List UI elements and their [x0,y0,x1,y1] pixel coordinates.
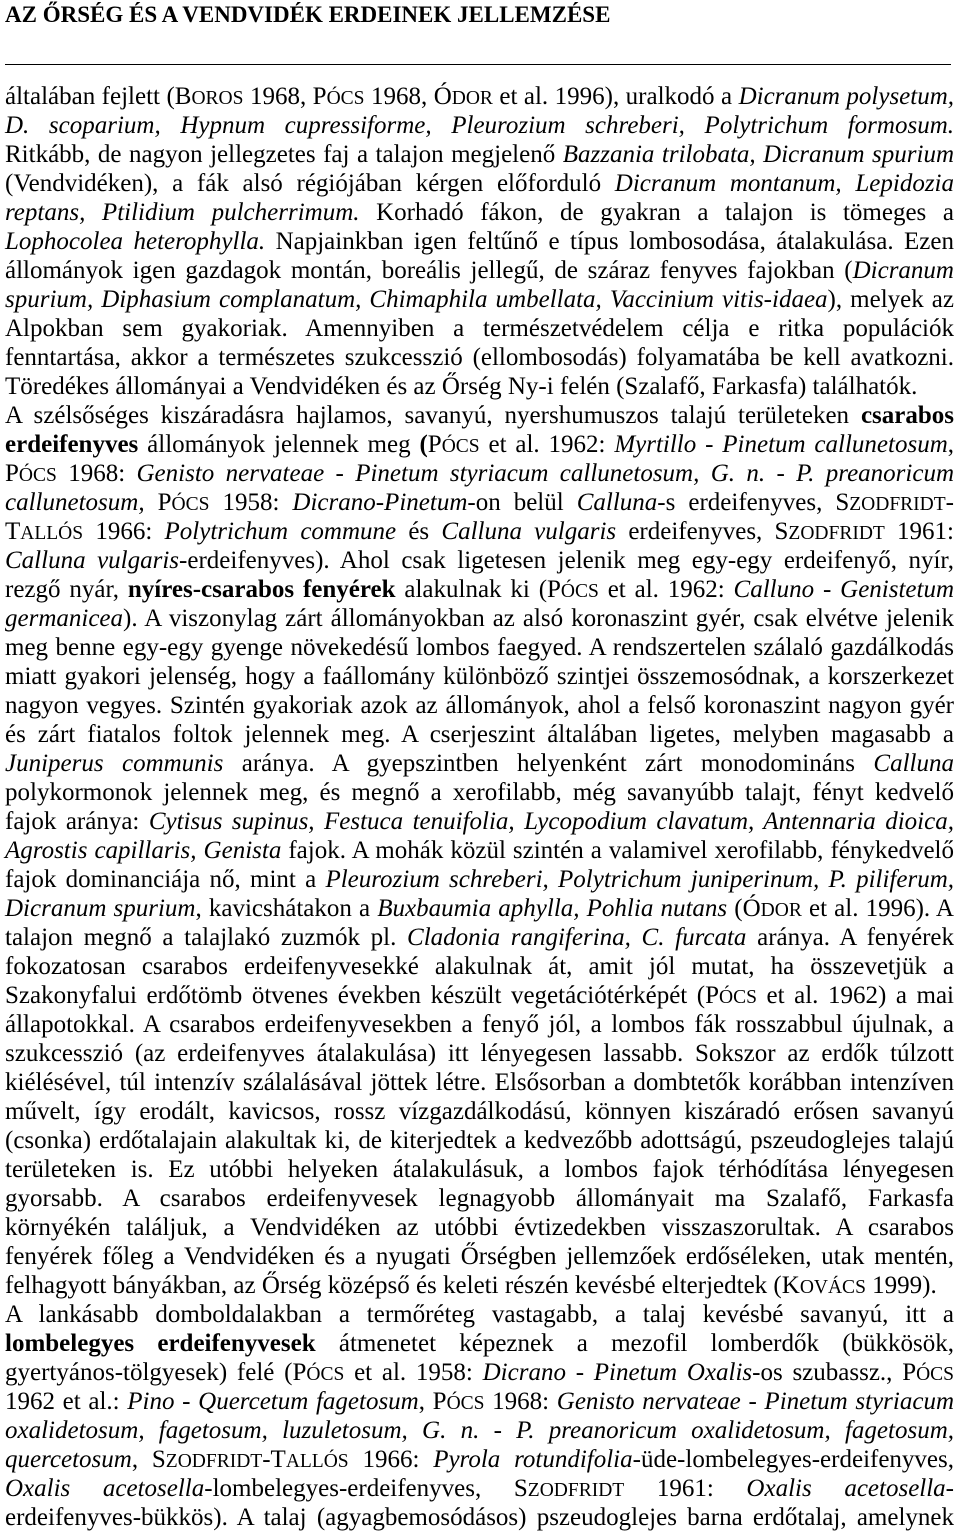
italic-text: Agrostis capillaris, Genista [5,837,282,864]
author-name: PÓCS [292,1359,345,1386]
line-content [5,547,954,574]
text-line [5,1097,954,1126]
text-run: 1966: [83,518,165,545]
text-line [5,633,954,662]
bold-text: lombelegyes erdeifenyvesek [5,1330,316,1357]
text-run: ). A viszonylag zárt állományokban az alsó koronaszint gyér, csak elvétve jelenik [123,605,954,632]
text-line [5,923,954,952]
text-line [5,198,954,227]
author-name: ÓDOR [433,83,493,110]
text-run: 1958: [209,489,293,516]
text-run: (Vendvidéken), a fák alsó régiójában kérgen előforduló [5,170,615,197]
italic-text: Myrtillo - Pinetum callunetosum [614,431,948,458]
bold-text: ( [419,431,428,458]
text-run: felhagyott bányákban, az Őrség középső és keleti részén kevésbé elterjedtek ( [5,1272,782,1299]
line-content [5,1388,954,1415]
text-run: -os szubassz., [752,1359,903,1386]
text-run: -erdeifenyves). Ahol csak ligetesen jelenik meg egy-egy erdeifenyő, nyír, [179,547,954,574]
line-content [5,1156,954,1183]
italic-text: Dicrano - Pinetum Oxalis [482,1359,753,1386]
line-content [5,982,954,1009]
small-caps-letters: ÓCS [326,88,365,109]
text-run: 1999). [865,1272,937,1299]
line-content [5,750,954,777]
text-run: , kavicshátakon a [195,895,378,922]
text-line [5,807,954,836]
small-caps-letters: ZODFRIDT [849,494,946,515]
text-run: miatt gyakori jelenség, hogy a faállomány különböző szintjei összemosódnak, a korszerkezet [5,663,954,690]
text-line [5,691,954,720]
paragraph [5,82,954,401]
author-name: SZODFRIDT- [835,489,954,516]
text-run: 1968: [56,460,137,487]
line-content [5,286,954,313]
line-content [5,518,954,545]
line-content [5,1040,954,1067]
text-run: fenntartása, akkor a természetes szukcesszió (ellombosodás) folyamatába be kell avatkozni. [5,344,954,371]
text-line [5,836,954,865]
text-line [5,285,954,314]
text-run: fokozatosan csarabos erdeifenyvesekké alakulnak át, amit jól mutat, ha összevetjük a [5,953,954,980]
line-content [5,779,954,806]
bold-text: csarabos [860,402,954,429]
text-line [5,952,954,981]
italic-text: callunetosum, [5,489,145,516]
italic-text: Calluna vulgaris [441,518,617,545]
italic-text: Juniperus communis [5,750,224,777]
text-run: -on belül [467,489,577,516]
text-run: állományok igen gazdagok montán, boreális jellegű, de száraz fenyves fajokban ( [5,257,853,284]
text-run: átmenetet képeznek a mezofil lomberdők (bükkösök, [315,1330,954,1357]
text-run: alakulnak ki ( [395,576,548,603]
text-line [5,459,954,488]
italic-text: Genisto nervateae - Pinetum styriacum [556,1388,954,1415]
line-content [5,1475,954,1502]
line-content [5,924,954,951]
italic-text: Cytisus supinus, Festuca tenuifolia, Lycopodium clavatum, Antennaria dioica, [148,808,954,835]
text-run: fajok dominanciája nő, mint a [5,866,326,893]
text-line [5,1068,954,1097]
text-line [5,749,954,778]
text-line [5,111,954,140]
line-content [5,402,954,429]
line-content [5,1359,954,1386]
line-content [5,1214,954,1241]
small-caps-letters: ZODFRIDT [165,1451,263,1472]
text-run: talajon megnő a talajlakó zuzmók pl. [5,924,408,951]
italic-text: Pino - Quercetum fagetosum [127,1388,419,1415]
text-run: Szakonyfalui erdőtömb ötvenes években készült vegetációtérképét ( [5,982,706,1009]
italic-text: Oxalis acetosella- [746,1475,955,1502]
small-caps-letters: ALLÓS [20,523,84,544]
line-content [5,141,954,168]
italic-text: Calluna vulgaris [5,547,180,574]
text-line [5,227,954,256]
text-run: A szélsőséges kiszáradásra hajlamos, savanyú, nyershumuszos talajú területeken [5,402,861,429]
author-name: BOROS [174,83,244,110]
italic-text: Buxbaumia aphylla, Pohlia nutans [377,895,728,922]
text-line [5,1242,954,1271]
text-line [5,1155,954,1184]
text-line [5,575,954,604]
text-run: 1968, [364,83,434,110]
italic-text: Cladonia rangiferina, C. furcata [407,924,747,951]
text-run: et al. 1996). A [801,895,954,922]
italic-text: oxalidetosum, fagetosum, luzuletosum, G. n. - P. preanoricum oxalidetosum, fagetosum, [5,1417,954,1444]
line-content [5,199,954,226]
line-content [5,315,954,342]
text-run: erdeifenyves-bükkös). A talaj (agyagbemosódásos) pszeudoglejes barna erdőtalaj, amelynek [5,1504,954,1531]
italic-text: Genisto nervateae - Pinetum styriacum callunetosum, G. n. - P. preanoricum [136,460,955,487]
small-caps-letters: ZODFRIDT [527,1480,625,1501]
text-line [5,343,954,372]
line-content [5,112,954,139]
text-run: környékén találjuk, a Vendvidéken az utóbbi évtizedekben visszaszorultak. A csarabos [5,1214,954,1241]
line-content [5,1011,954,1038]
line-content [5,808,954,835]
author-name: TALLÓS [5,518,84,545]
paragraph [5,1300,954,1532]
text-line [5,604,954,633]
text-run: általában fejlett ( [5,83,175,110]
text-line [5,720,954,749]
text-run: polykormonok jelennek meg, és megnő a xerofilabb, még savanyúbb talajt, fényt kedvelő [5,779,954,806]
text-line [5,314,954,343]
text-line [5,894,954,923]
line-content [5,953,954,980]
text-run: fajok. A mohák közül szintén a valamivel xerofilabb, fénykedvelő [281,837,955,864]
text-line [5,981,954,1010]
small-caps-letters: ZODFRIDT [788,523,885,544]
italic-text: Pleurozium schreberi, Polytrichum juniperinum, P. piliferum, [325,866,954,893]
text-run: és zárt fiatalos foltok jelennek meg. A cserjeszint általában ligetes, melyben magasabb a [5,721,954,748]
text-run: ( [727,895,743,922]
text-line [5,1387,954,1416]
text-line [5,488,954,517]
text-line [5,372,954,401]
line-content [5,1185,954,1212]
text-line [5,1300,954,1329]
small-caps-letters: ÓCS [446,1393,485,1414]
text-run: -s erdeifenyves, [657,489,836,516]
text-run: -üde-lombelegyes-erdeifenyves, [632,1446,955,1473]
text-run: rezgő nyár, [5,576,128,603]
line-content [5,460,954,487]
text-run: művelt, így erodált, kavicsos, rossz vízgazdálkodású, könnyen kiszáradó erősen savanyú [5,1098,954,1125]
small-caps-letters: DOR [760,900,802,921]
small-caps-letters: ÓCS [560,581,599,602]
line-content [5,1127,954,1154]
text-line [5,1474,954,1503]
text-run: meg benne egy-egy gyenge növekedésű lombos faegyed. A rendszertelen szálaló gazdálkodás [5,634,954,661]
small-caps-letters: DOR [451,88,493,109]
italic-text: Bazzania trilobata, Dicranum spurium [562,141,954,168]
text-run: területeken is. Ez utóbbi helyeken átalakulásuk, a lombos fajok térhódítása lényegesen [5,1156,954,1183]
line-content [5,344,954,371]
text-line [5,865,954,894]
italic-text: spurium, Diphasium complanatum, Chimaphila umbellata, Vaccinium vitis-idaea [5,286,828,313]
text-run: A lankásabb domboldalakban a termőréteg vastagabb, a talaj kevésbé savanyú, itt a [5,1301,954,1328]
italic-text: Calluno - Genistetum [733,576,955,603]
text-run: et al. 1962: [479,431,615,458]
text-line [5,546,954,575]
author-name: PÓCS [547,576,599,603]
text-line [5,82,954,111]
bold-text: nyíres-csarabos fenyérek [127,576,396,603]
text-line [5,256,954,285]
text-run: , [131,1446,152,1473]
text-line [5,1358,954,1387]
author-name: PÓCS [705,982,757,1009]
text-run: ), melyek az [827,286,954,313]
author-name: SZODFRIDT-TALLÓS [151,1446,349,1473]
text-line [5,1010,954,1039]
author-name: KOVÁCS [781,1272,866,1299]
text-run: nagyon vegyes. Szintén gyakoriak azok az állományok, ahol a felső koronaszint nagyon gyér [5,692,954,719]
line-content [5,1446,954,1473]
line-content [5,837,954,864]
line-content [5,692,954,719]
text-run: fenyérek főleg a Vendvidéken és a nyugati Őrségben jellemzőek erdőséleken, utak mentén, [5,1243,954,1270]
line-content [5,1243,954,1270]
line-content [5,489,954,516]
text-run: erdeifenyves, [616,518,775,545]
text-run: et al. 1996), uralkodó a [492,83,739,110]
line-content [5,895,954,922]
text-run: , [418,1388,433,1415]
italic-text: reptans, Ptilidium pulcherrimum. [5,199,360,226]
text-run: Alpokban sem gyakoriak. Amennyiben a természetvédelem célja e ritka populációk [5,315,954,342]
text-line [5,1039,954,1068]
author-name: PÓCS [157,489,210,516]
author-name: SZODFRIDT [513,1475,625,1502]
line-content [5,431,954,458]
text-run: állapotokkal. A csarabos erdeifenyvesekben a fenyő jól, a lombos fák rosszabbul újulnak, a [5,1011,954,1038]
text-run: Napjainkban igen feltűnő e típus lombosodása, átalakulása. Ezen [265,228,954,255]
small-caps-letters: ÓCS [171,494,210,515]
italic-text: Calluna [576,489,658,516]
line-content [5,634,954,661]
italic-text: Dicranum polysetum, [738,83,955,110]
text-run: fajok aránya: [5,808,149,835]
line-content [5,373,917,400]
text-run: és [396,518,442,545]
italic-text: germanicea [5,605,124,632]
text-line [5,401,954,430]
text-run: aránya. A fenyérek [746,924,955,951]
italic-text: Pyrola rotundifolia [433,1446,633,1473]
line-content [5,257,954,284]
small-caps-letters: ÓCS [916,1364,955,1385]
running-header: AZ ŐRSÉG ÉS A VENDVIDÉK ERDEINEK JELLEMZÉSE [5,2,611,27]
line-content [5,1504,954,1531]
text-line [5,1126,954,1155]
line-content [5,576,954,603]
text-run: szukcesszió (az erdeifenyves átalakulása) itt lényegesen lassabb. Sokszor az erdők túlzott [5,1040,954,1067]
text-run: 1961: [624,1475,747,1502]
small-caps-letters: OVÁCS [799,1277,866,1298]
line-content [5,1301,954,1328]
text-run: 1966: [348,1446,434,1473]
text-line [5,1445,954,1474]
italic-text: Lophocolea heterophylla. [5,228,266,255]
text-run: , [947,431,954,458]
small-caps-letters: OROS [191,88,244,109]
text-run: -lombelegyes-erdeifenyves, [204,1475,514,1502]
line-content [5,1272,937,1299]
text-run: aránya. A gyepszintben helyenként zárt monodomináns [223,750,874,777]
text-line [5,1503,954,1532]
author-name: PÓCS [427,431,480,458]
text-run: (csonka) erdőtalajain alakultak ki, de kiterjedtek a kedvezőbb adottságú, pszeudoglejes talajú [5,1127,954,1154]
author-name: PÓCS [902,1359,955,1386]
text-run: et al. 1962) a mai [756,982,954,1009]
text-line [5,1271,954,1300]
text-run: Korhadó fákon, de gyakran a talajon is tömeges a [359,199,954,226]
author-name: PÓCS [432,1388,485,1415]
text-run: kiélésével, túl intenzív szálalásával jöttek létre. Elsősorban a dombtetők korábban intenzíven [5,1069,954,1096]
line-content [5,170,954,197]
text-run: gyertyános-tölgyesek) felé ( [5,1359,293,1386]
text-line [5,778,954,807]
italic-text: Oxalis acetosella [5,1475,205,1502]
header-rule [5,64,951,65]
line-content [5,1330,954,1357]
small-caps-letters: ALLÓS [285,1451,349,1472]
line-content [5,663,954,690]
body-text [5,82,954,1532]
text-line [5,1416,954,1445]
text-line [5,662,954,691]
line-content [5,866,954,893]
author-name: PÓCS [5,460,57,487]
italic-text: Dicranum [852,257,954,284]
text-line [5,169,954,198]
italic-text: quercetosum [5,1446,132,1473]
small-caps-letters: ÓCS [441,436,480,457]
text-run: 1968: [484,1388,557,1415]
text-run: 1968, [243,83,313,110]
text-run: 1961: [884,518,955,545]
line-content [5,83,954,110]
text-line [5,1184,954,1213]
italic-text: Dicranum spurium [5,895,196,922]
small-caps-letters: ÓCS [306,1364,345,1385]
text-run: Ritkább, de nagyon jellegzetes faj a talajon megjelenő [5,141,563,168]
text-run: Töredékes állományai a Vendvidéken és az Őrség Ny-i felén (Szalafő, Farkasfa) találhatók. [5,373,918,400]
italic-text: D. scoparium, Hypnum cupressiforme, Pleurozium schreberi, Polytrichum formosum. [5,112,954,139]
italic-text: Dicrano-Pinetum [292,489,468,516]
author-name: SZODFRIDT [774,518,885,545]
text-line [5,140,954,169]
paragraph [5,401,954,1300]
text-run: állományok jelennek meg [138,431,420,458]
small-caps-letters: ÓCS [719,987,757,1008]
text-line [5,517,954,546]
text-run: 1962 et al.: [5,1388,128,1415]
text-run: et al. 1958: [344,1359,483,1386]
italic-text: Calluna [873,750,954,777]
text-line [5,430,954,459]
text-run: gyorsabb. A csarabos erdeifenyvesek legnagyobb állományait ma Szalafő, Farkasfa [5,1185,954,1212]
text-line [5,1329,954,1358]
small-caps-letters: ÓCS [18,465,57,486]
author-name: ÓDOR [742,895,802,922]
line-content [5,228,954,255]
line-content [5,1098,954,1125]
line-content [5,721,954,748]
italic-text: Dicranum montanum, Lepidozia [614,170,954,197]
text-run [145,489,158,516]
line-content [5,1069,954,1096]
line-content [5,1417,954,1444]
text-line [5,1213,954,1242]
author-name: PÓCS [312,83,365,110]
bold-text: erdeifenyves [5,431,139,458]
text-run: et al. 1962: [598,576,734,603]
line-content [5,605,954,632]
italic-text: Polytrichum commune [164,518,397,545]
